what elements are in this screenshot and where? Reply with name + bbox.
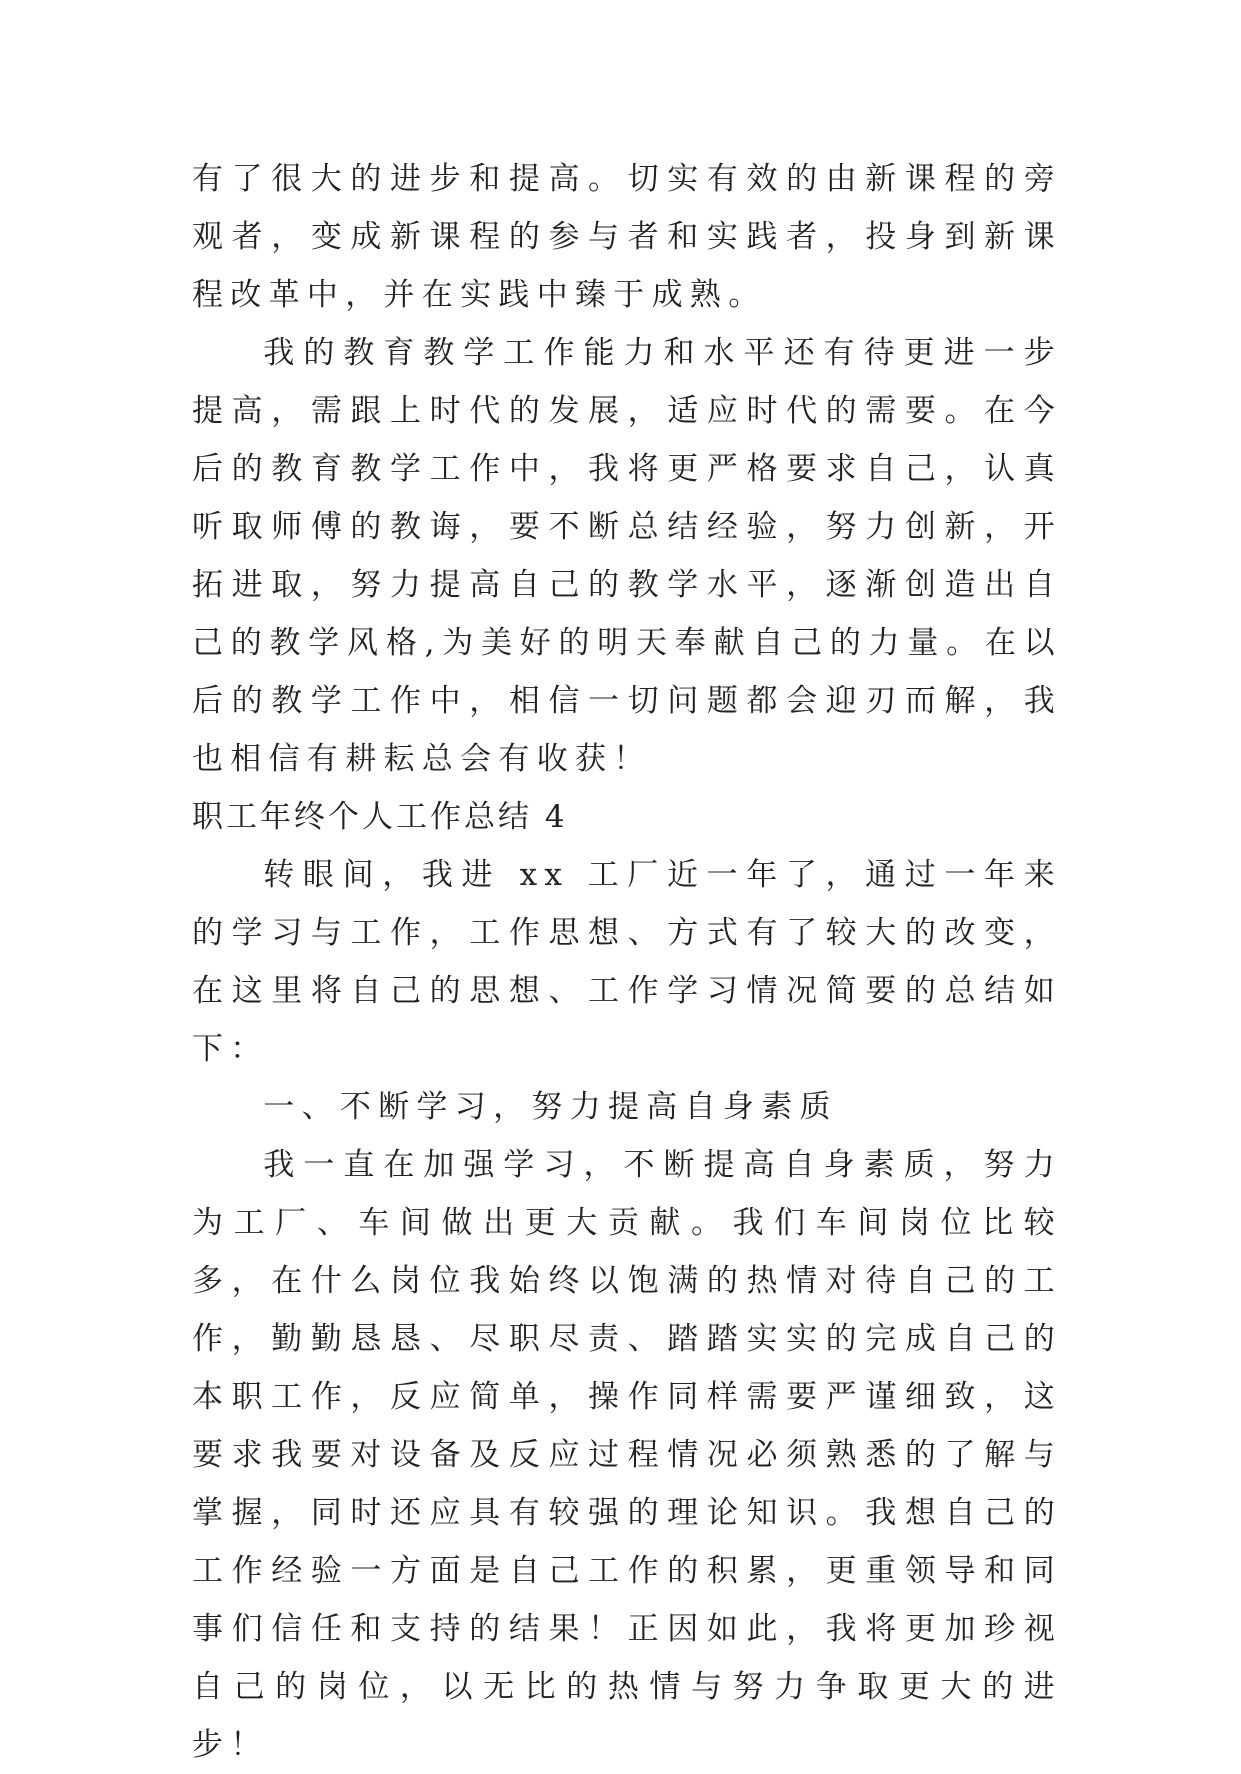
paragraph-continuation: 有了很大的进步和提高。切实有效的由新课程的旁观者，变成新课程的参与者和实践者，投身到新课程改革中，并在实践中臻于成熟。: [192, 161, 1062, 313]
subheading-learning: 一、不断学习，努力提高自身素质: [263, 1089, 838, 1125]
paragraph-teaching-improvement: 我的教育教学工作能力和水平还有待更进一步提高，需跟上时代的发展，适应时代的需要。在今后的教育教学工作中，我将更严格要求自己，认真听取师傅的教诲，要不断总结经验，努力创新，开拓进取，努力提高自己的教学水平，逐渐创造出自己的教学风格,为美好的明天奉献自己的力量。在以后的教学工作中，相信一切问题都会迎刃而解，我也相信有耕耘总会有收获！: [192, 335, 1062, 777]
paragraph-learning-detail: 我一直在加强学习，不断提高自身素质，努力为工厂、车间做出更大贡献。我们车间岗位比较多，在什么岗位我始终以饱满的热情对待自己的工作，勤勤恳恳、尽职尽责、踏踏实实的完成自己的本职工作，反应简单，操作同样需要严谨细致，这要求我要对设备及反应过程情况必须熟悉的了解与掌握，同时还应具有较强的理论知识。我想自己的工作经验一方面是自己工作的积累，更重领导和同事们信任和支持的结果！正因如此，我将更加珍视自己的岗位，以无比的热情与努力争取更大的进步！: [192, 1147, 1062, 1763]
document-body: [192, 150, 1062, 1774]
paragraph-intro: 转眼间，我进 xx 工厂近一年了，通过一年来的学习与工作，工作思想、方式有了较大的改变，在这里将自己的思想、工作学习情况简要的总结如下：: [192, 857, 1062, 1067]
section-heading: 职工年终个人工作总结 4: [192, 799, 568, 835]
